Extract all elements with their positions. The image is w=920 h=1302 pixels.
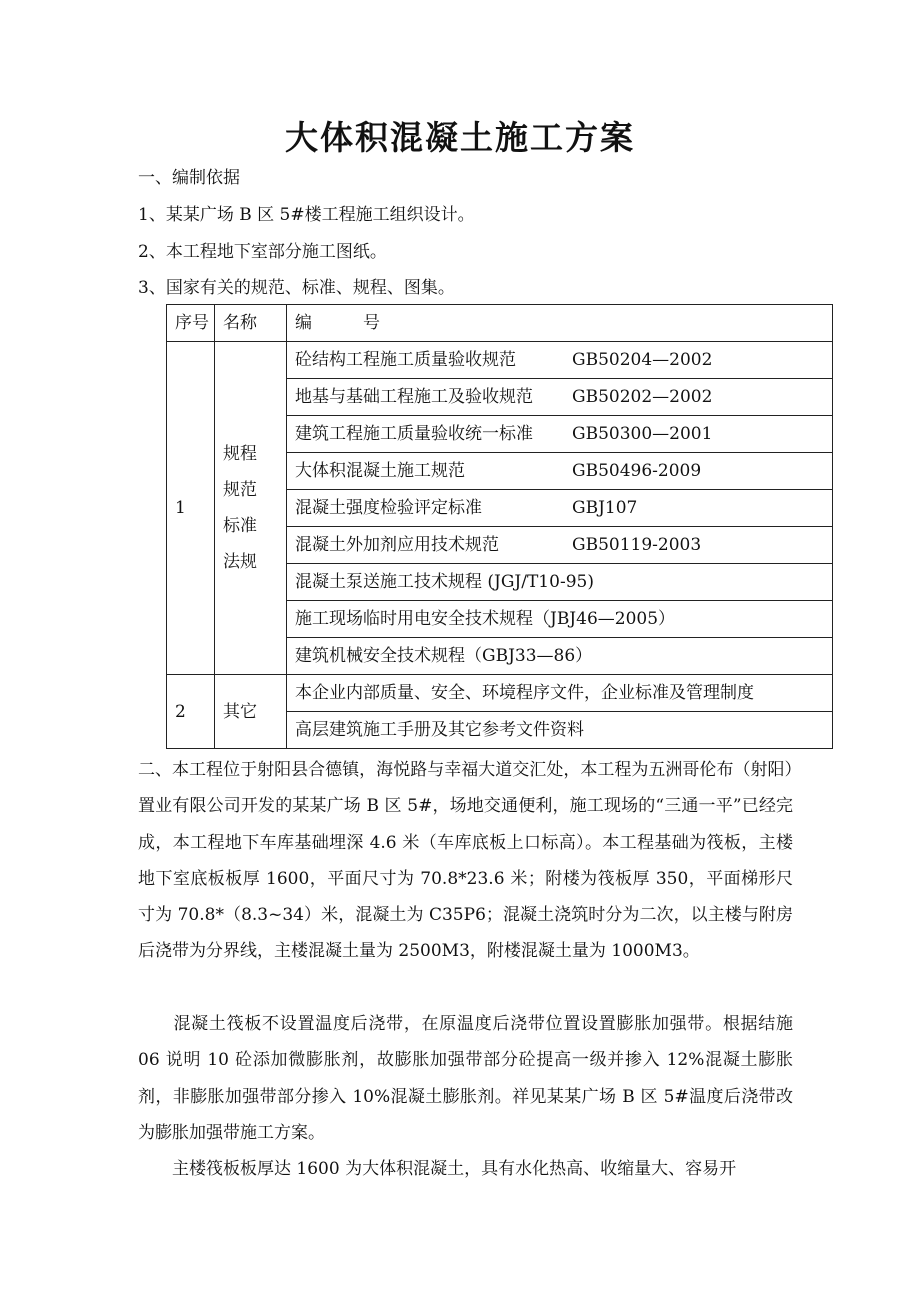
standard-name: 建筑机械安全技术规程（GBJ33—86）	[295, 646, 593, 666]
standard-name: 大体积混凝土施工规范	[295, 461, 465, 481]
category-line: 规范	[223, 480, 257, 500]
standard-cell	[287, 342, 833, 379]
category-line: 标准	[223, 516, 257, 536]
header-name: 名称	[215, 305, 287, 342]
basis-item-2: 2、本工程地下室部分施工图纸。	[138, 242, 387, 262]
standard-name: 混凝土泵送施工技术规程 (JGJ/T10-95)	[295, 572, 594, 592]
header-code: 编 号	[287, 305, 833, 342]
other-doc-cell: 本企业内部质量、安全、环境程序文件，企业标准及管理制度	[287, 675, 833, 712]
standard-code: GB50496-2009	[572, 461, 702, 481]
standard-name: 混凝土强度检验评定标准	[295, 498, 482, 518]
mass-concrete-paragraph: 主楼筏板板厚达 1600 为大体积混凝土，具有水化热高、收缩量大、容易开	[138, 1159, 737, 1179]
standard-cell	[287, 453, 833, 490]
standard-code: GB50119-2003	[572, 535, 702, 555]
project-overview-paragraph: 二、本工程位于射阳县合德镇，海悦路与幸福大道交汇处，本工程为五洲哥伦布（射阳）置业有限公司开发的某某广场 B 区 5#，场地交通便利，施工现场的“三通一平”已经完成，本工程地下车库基础埋深 4.6 米（车库底板上口标高）。本工程基础为筏板，主楼地下室底板板厚 1600，平面尺寸为 70.8*23.6 米；附楼为筏板厚 350，平面梯形尺寸为 70.8*（8.3~34）米，混凝土为 C35P6；混凝土浇筑时分为二次，以主楼与附房后浇带为分界线，主楼混凝土量为 2500M3，附楼混凝土量为 1000M3。	[138, 760, 793, 962]
standard-code: GB50202—2002	[572, 387, 713, 407]
basis-item-3: 3、国家有关的规范、标准、规程、图集。	[138, 278, 455, 298]
document-title: 大体积混凝土施工方案	[285, 118, 635, 157]
section-heading-basis: 一、编制依据	[138, 168, 240, 188]
standard-name: 砼结构工程施工质量验收规范	[295, 350, 516, 370]
table-row	[167, 675, 833, 712]
group1-category	[215, 342, 287, 675]
standard-cell	[287, 638, 833, 675]
standard-code: GBJ107	[572, 498, 638, 518]
standard-cell	[287, 527, 833, 564]
standard-name: 施工现场临时用电安全技术规程（JBJ46—2005）	[295, 609, 676, 629]
standard-cell	[287, 416, 833, 453]
standard-cell	[287, 601, 833, 638]
standard-name: 地基与基础工程施工及验收规范	[295, 387, 533, 407]
table-header-row	[167, 305, 833, 342]
category-line: 规程	[223, 444, 257, 464]
standards-table	[166, 304, 833, 749]
header-no: 序号	[167, 305, 215, 342]
standard-cell	[287, 564, 833, 601]
standard-code: GB50300—2001	[572, 424, 713, 444]
standard-code: GB50204—2002	[572, 350, 713, 370]
category-line: 法规	[223, 552, 257, 572]
standard-name: 混凝土外加剂应用技术规范	[295, 535, 499, 555]
standard-cell	[287, 379, 833, 416]
group2-no: 2	[167, 675, 215, 749]
standard-name: 建筑工程施工质量验收统一标准	[295, 424, 533, 444]
other-doc-cell: 高层建筑施工手册及其它参考文件资料	[287, 712, 833, 749]
standard-cell	[287, 490, 833, 527]
basis-item-1: 1、某某广场 B 区 5#楼工程施工组织设计。	[138, 205, 475, 225]
table-row	[167, 342, 833, 379]
expansion-band-paragraph: 混凝土筏板不设置温度后浇带，在原温度后浇带位置设置膨胀加强带。根据结施 06 说明 10 砼添加微膨胀剂，故膨胀加强带部分砼提高一级并掺入 12%混凝土膨胀剂，非膨胀加强带部分掺入 10%混凝土膨胀剂。祥见某某广场 B 区 5#温度后浇带改为膨胀加强带施工方案。	[138, 1014, 793, 1143]
group1-no: 1	[167, 342, 215, 675]
group2-category: 其它	[215, 675, 287, 749]
